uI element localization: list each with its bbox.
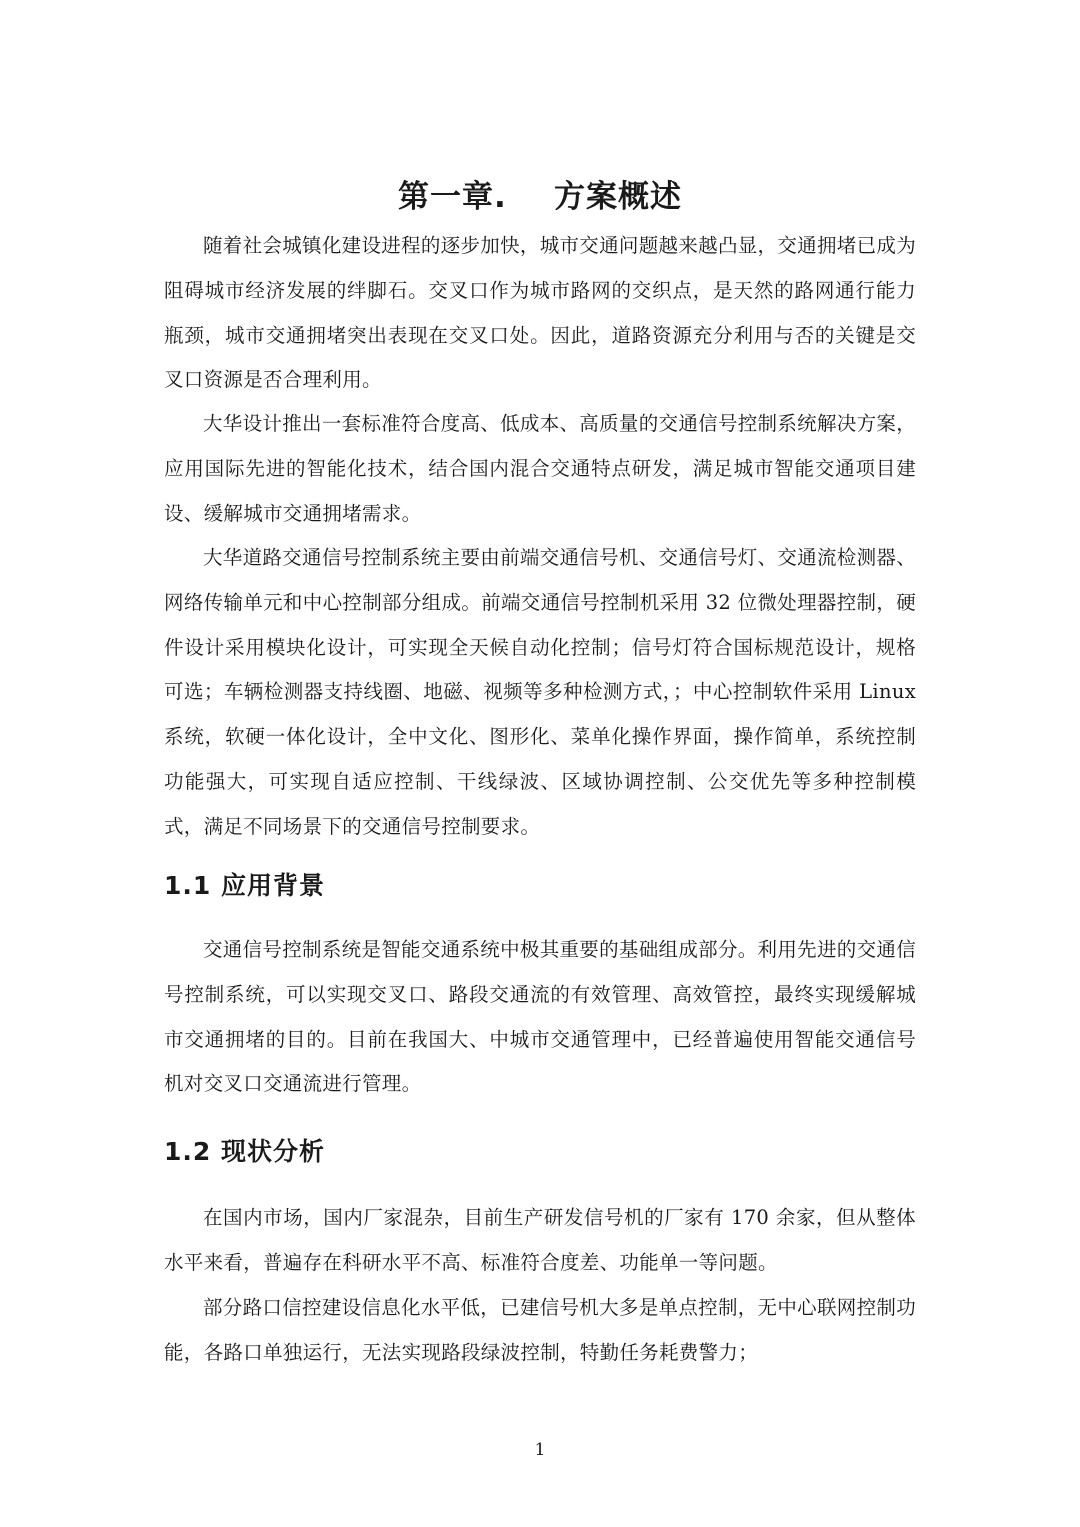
intro-paragraph-2: 大华设计推出一套标准符合度高、低成本、高质量的交通信号控制系统解决方案，应用国际先进的智能化技术，结合国内混合交通特点研发，满足城市智能交通项目建设、缓解城市交通拥堵需求。 — [164, 412, 916, 525]
section-1-paragraph-1: 交通信号控制系统是智能交通系统中极其重要的基础组成部分。利用先进的交通信号控制系统，可以实现交叉口、路段交通流的有效管理、高效管控，最终实现缓解城市交通拥堵的目的。目前在我国大、中城市交通管理中，已经普遍使用智能交通信号机对交叉口交通流进行管理。 — [164, 938, 916, 1096]
intro-paragraph-1: 随着社会城镇化建设进程的逐步加快，城市交通问题越来越凸显，交通拥堵已成为阻碍城市经济发展的绊脚石。交叉口作为城市路网的交织点，是天然的路网通行能力瓶颈，城市交通拥堵突出表现在交叉口处。因此，道路资源充分利用与否的关键是交叉口资源是否合理利用。 — [164, 234, 916, 392]
section-heading-status-analysis: 1.2 现状分析 — [164, 1137, 325, 1166]
intro-paragraph-3: 大华道路交通信号控制系统主要由前端交通信号机、交通信号灯、交通流检测器、网络传输单元和中心控制部分组成。前端交通信号控制机采用 32 位微处理器控制，硬件设计采用模块化设计，可实现全天候自动化控制；信号灯符合国标规范设计，规格可选；车辆检测器支持线圈、地磁、视频等多种检测方式，；中心控制软件采用 Linux 系统，软硬一体化设计，全中文化、图形化、菜单化操作界面，操作简单，系统控制功能强大，可实现自适应控制、干线绿波、区域协调控制、公交优先等多种控制模式，满足不同场景下的交通信号控制要求。 — [164, 546, 916, 838]
section-2-paragraph-2: 部分路口信控建设信息化水平低，已建信号机大多是单点控制，无中心联网控制功能，各路口单独运行，无法实现路段绿波控制，特勤任务耗费警力； — [164, 1296, 916, 1364]
chapter-title: 第一章. 方案概述 — [398, 178, 682, 215]
page-number: 1 — [534, 1440, 546, 1460]
section-heading-application-background: 1.1 应用背景 — [164, 871, 325, 900]
section-2-paragraph-1: 在国内市场，国内厂家混杂，目前生产研发信号机的厂家有 170 余家，但从整体水平来看，普遍存在科研水平不高、标准符合度差、功能单一等问题。 — [164, 1206, 916, 1274]
